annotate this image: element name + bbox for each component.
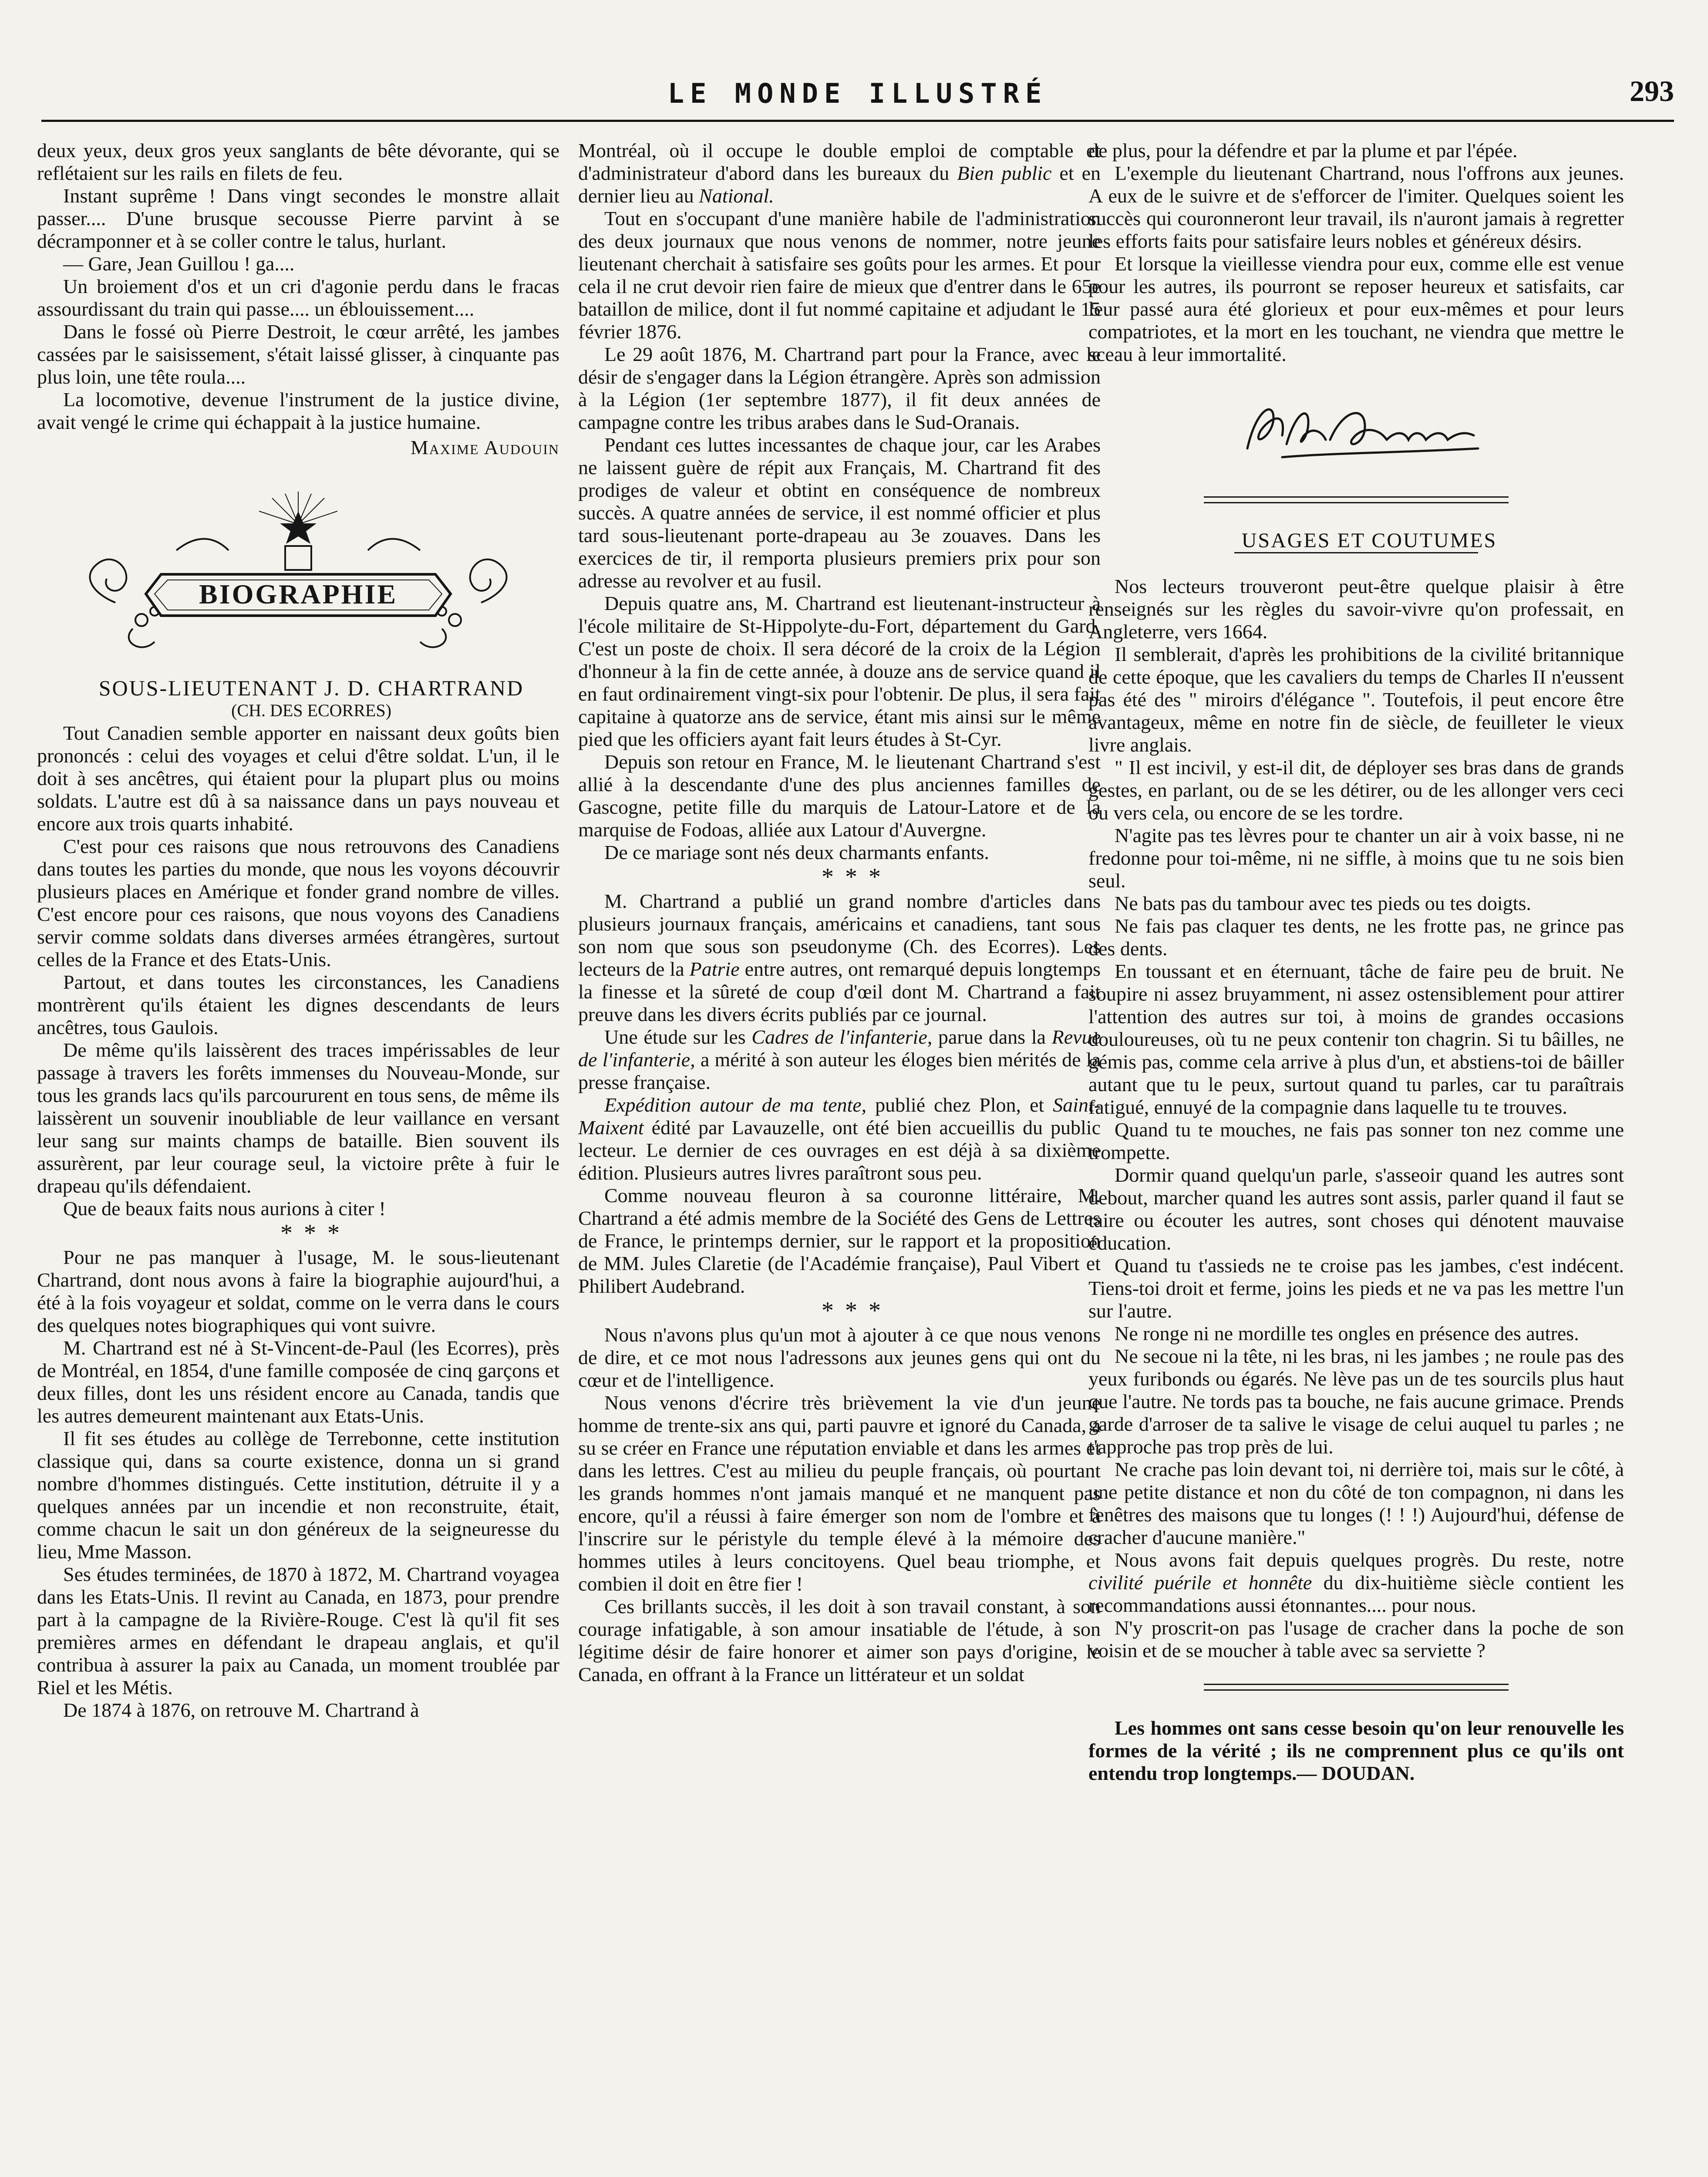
work-title: civilité puérile et honnête bbox=[1088, 1571, 1312, 1594]
bio-paragraph: Il fit ses études au collège de Terrebonne, cette institution classique qui, dans sa courte existence, donna un si grand nombre d'hommes distingués. Cette institution, détruite il y a quelques années par un incendie et non reconstruite, était, comme chacun le sait un don généreux de la seigneuresse du lieu, Mme Masson. bbox=[37, 1427, 559, 1563]
usage-paragraph: Quand tu t'assieds ne te croise pas les jambes, c'est indécent. Tiens-toi droit et ferme, joins les pieds et ne va pas les mettre l'un sur l'autre. bbox=[1088, 1254, 1624, 1322]
story-paragraph: Instant suprême ! Dans vingt secondes le monstre allait passer.... D'une brusque secousse Pierre parvint à se décramponner et à se coller contre le talus, hurlant. bbox=[37, 185, 559, 252]
usage-paragraph: Ne ronge ni ne mordille tes ongles en présence des autres. bbox=[1115, 1322, 1579, 1345]
bio-paragraph: Tout Canadien semble apporter en naissant deux goûts bien prononcés : celui des voyages et celui d'être soldat. L'un, il le doit à ses ancêtres, qui étaient pour la plupart plus ou moins soldats. L'autre est dû à sa naissance dans un pays nouveau et encore aux trois quarts inhabité. bbox=[37, 722, 559, 835]
story-paragraph: Dans le fossé où Pierre Destroit, le cœur arrêté, les jambes cassées par le saisissement, s'était laissé glisser, à cinquante pas plus loin, une tête roula.... bbox=[37, 320, 559, 388]
bio-paragraph: Depuis son retour en France, M. le lieutenant Chartrand s'est allié à la descendante d'une des plus anciennes familles de Gascogne, petite fille du marquis de Latour-Latore et de la marquise de Fodoas, alliée aux Latour d'Auvergne. bbox=[578, 751, 1101, 841]
usage-paragraph: Quand tu te mouches, ne fais pas sonner ton nez comme une trompette. bbox=[1088, 1119, 1624, 1163]
bio-paragraph: De même qu'ils laissèrent des traces impérissables de leur passage à travers les forêts immenses du Nouveau-Monde, sur tous les grands lacs qu'ils parcoururent en tous sens, de même ils laissèrent un souvenir inoubliable de leur vaillance en versant leur sang sur maints champs de bataille. Bien souvent ils assurèrent, par leur courage seul, la victoire prête à fuir le drapeau qu'ils défendaient. bbox=[37, 1039, 559, 1197]
section-title: USAGES ET COUTUMES bbox=[1241, 529, 1497, 552]
handwritten-signature bbox=[1221, 383, 1491, 470]
usage-paragraph: Nos lecteurs trouveront peut-être quelque plaisir à être renseignés sur les règles du savoir-vivre qu'on professait, en Angleterre, vers 1664. bbox=[1088, 575, 1624, 643]
work-title: Revue de l'infanterie, bbox=[578, 1026, 1101, 1071]
bio-paragraph bbox=[578, 139, 1101, 207]
text-run: a mérité à son auteur les éloges bien mérités de la presse française. bbox=[578, 1048, 1101, 1093]
usage-paragraph: Ne bats pas du tambour avec tes pieds ou tes doigts. bbox=[1115, 892, 1531, 914]
text-run: parue dans la bbox=[932, 1026, 1052, 1048]
text-run: édité par Lavauzelle, ont été bien accueillis du public lecteur. Le dernier de ces ouvrages en est déjà à sa dixième édition. Plusieurs autres livres paraîtront sous peu. bbox=[578, 1116, 1101, 1184]
work-title: Saint-Maixent bbox=[578, 1094, 1101, 1139]
newspaper-title: Bien public bbox=[957, 162, 1052, 184]
usage-paragraph: Dormir quand quelqu'un parle, s'asseoir quand les autres sont debout, marcher quand les autres sont assis, parler quand il faut se taire ou écouter les autres, sont choses qui dénotent mauvaise éducation. bbox=[1088, 1164, 1624, 1254]
text-run: Nous avons fait depuis quelques progrès. Du reste, notre bbox=[1115, 1549, 1624, 1571]
bio-paragraph: M. Chartrand est né à St-Vincent-de-Paul (les Ecorres), près de Montréal, en 1854, d'une famille composée de cinq garçons et deux filles, dont les uns résident encore au Canada, tandis que les autres demeurent maintenant aux Etats-Unis. bbox=[37, 1337, 559, 1427]
usage-paragraph: N'y proscrit-on pas l'usage de cracher dans la poche de son voisin et de se moucher à table avec sa serviette ? bbox=[1088, 1617, 1624, 1661]
story-paragraph: deux yeux, deux gros yeux sanglants de bête dévorante, qui se reflétaient sur les rails en filets de feu. bbox=[37, 139, 559, 184]
text-run: Une étude sur les bbox=[604, 1026, 752, 1048]
usage-paragraph: En toussant et en éternuant, tâche de faire peu de bruit. Ne soupire ni assez bruyamment, ni assez ostensiblement pour attirer l'attention des autres sur toi, à moins de grandes occasions douloureuses, où tu ne peux contenir ton chagrin. Si tu bâilles, ne gémis pas, comme cela arrive à plus d'un, et abstiens-toi de bâiller autant que tu le peux, surtout quand tu parles, car tu paraîtrais fatigué, ennuyé de la compagnie dans laquelle tu te trouves. bbox=[1088, 960, 1624, 1118]
header-rule bbox=[41, 120, 1674, 122]
text-run: du dix-huitième siècle contient les recommandations aussi étonnantes.... pour nous. bbox=[1088, 1571, 1624, 1616]
bio-paragraph: Que de beaux faits nous aurions à citer ! bbox=[63, 1197, 386, 1220]
text-run: entre autres, ont remarqué depuis longtemps la finesse et la sûreté de coup d'œil dont M. Chartrand a fait preuve dans les divers écrits publiés par ce journal. bbox=[578, 958, 1101, 1025]
usage-paragraph: N'agite pas tes lèvres pour te chanter un air à voix basse, ni ne fredonne pour toi-même, ni ne siffle, à moins que tu ne sois bien seul. bbox=[1088, 824, 1624, 892]
usage-paragraph: Ne crache pas loin devant toi, ni derrière toi, mais sur le côté, à une petite distance et non du côté de ton compagnon, ni dans les fenêtres des maisons que tu longes (! ! !) Aujourd'hui, défense de cracher d'aucune manière." bbox=[1088, 1458, 1624, 1548]
bio-paragraph bbox=[578, 1026, 1101, 1094]
bio-paragraph: C'est pour ces raisons que nous retrouvons des Canadiens dans toutes les parties du monde, que nous les voyons découvrir plusieurs places en Amérique et fonder grand nombre de villes. C'est encore pour ces raisons, que nous voyons des Canadiens servir comme soldats dans diverses armées étrangères, surtout celles de la France et des Etats-Unis. bbox=[37, 835, 559, 971]
page-number: 293 bbox=[1630, 74, 1674, 108]
newspaper-title: Patrie bbox=[689, 958, 740, 980]
page-header bbox=[41, 70, 1674, 122]
work-title: Cadres de l'infanterie, bbox=[751, 1026, 933, 1048]
usage-paragraph: Ne secoue ni la tête, ni les bras, ni les jambes ; ne roule pas des yeux furibonds ou égarés. Ne lève pas un de tes sourcils plus haut que l'autre. Ne tords pas ta bouche, ne fais aucune grimace. Prends garde d'arroser de ta salive le visage de celui auquel tu parles ; ne t'approche pas trop près de lui. bbox=[1088, 1345, 1624, 1458]
masthead: LE MONDE ILLUSTRÉ bbox=[667, 78, 1048, 109]
story-paragraph: La locomotive, devenue l'instrument de la justice divine, avait vengé le crime qui échappait à la justice humaine. bbox=[37, 388, 559, 433]
bio-paragraph bbox=[578, 1094, 1101, 1184]
bio-paragraph: L'exemple du lieutenant Chartrand, nous l'offrons aux jeunes. A eux de le suivre et de s'efforcer de l'imiter. Quelques soient les succès qui couronneront leur travail, ils n'auront jamais à regretter les efforts faits pour satisfaire leurs nobles et généreux désirs. bbox=[1088, 162, 1624, 252]
bio-paragraph: Ces brillants succès, il les doit à son travail constant, à son courage infatigable, à son amour insatiable de l'étude, à son légitime désir de faire honorer et aimer son pays d'origine, le Canada, en offrant à la France un littérateur et un soldat bbox=[578, 1595, 1101, 1685]
bio-paragraph bbox=[578, 890, 1101, 1026]
bio-paragraph: De ce mariage sont nés deux charmants enfants. bbox=[604, 841, 989, 863]
quote-author: DOUDAN. bbox=[1321, 1762, 1415, 1784]
biographie-banner bbox=[67, 489, 529, 664]
usage-paragraph: Il semblerait, d'après les prohibitions de la civilité britannique de cette époque, que les cavaliers du temps de Charles II n'eussent pas été des " miroirs d'élégance ". Toutefois, il peut encore être avantageux, même en notre fin de siècle, de feuilleter le vieux livre anglais. bbox=[1088, 643, 1624, 756]
bio-paragraph: Depuis quatre ans, M. Chartrand est lieutenant-instructeur à l'école militaire de St-Hippolyte-du-Fort, département du Gard. C'est un poste de choix. Il sera décoré de la croix de la Légion d'honneur à la fin de cette année, à douze ans de service quand il en faut ordinairement vingt-six pour l'obtenir. De plus, il sera fait capitaine à quatorze ans de service, étant mis ainsi sur le même pied que les officiers ayant fait leurs études à St-Cyr. bbox=[578, 592, 1101, 750]
column-2 bbox=[578, 139, 1101, 1686]
quote-text: Les hommes ont sans cesse besoin qu'on leur renouvelle les formes de la vérité ; ils ne comprennent plus ce qu'ils ont entendu trop longtemps.— bbox=[1088, 1717, 1624, 1784]
bio-paragraph: Le 29 août 1876, M. Chartrand part pour la France, avec le désir de s'engager dans la Légion étrangère. Après son admission à la Légion (1er septembre 1877), il fit deux années de campagne contre les tribus arabes dans le Sud-Oranais. bbox=[578, 343, 1101, 433]
text-run: Montréal, où il occupe le double emploi de comptable et d'administrateur d'abord dans les bureaux du bbox=[578, 139, 1101, 184]
bio-paragraph: Ses études terminées, de 1870 à 1872, M. Chartrand voyagea dans les Etats-Unis. Il revint au Canada, en 1873, pour prendre part à la campagne de la Rivière-Rouge. C'est là qu'il fit ses premières armes en défendant le drapeau anglais, et qu'il contribua à assurer la paix au Canada, un moment troublée par Riel et les Métis. bbox=[37, 1563, 559, 1698]
story-paragraph: Un broiement d'os et un cri d'agonie perdu dans le fracas assourdissant du train qui passe.... un éblouissement.... bbox=[37, 275, 559, 320]
work-title: Expédition autour de ma tente, bbox=[604, 1094, 867, 1116]
usage-paragraph: " Il est incivil, y est-il dit, de déployer ses bras dans de grands gestes, en parlant, ou de se les détirer, ou de les allonger vers ceci ou vers cela, ou encore de se les tordre. bbox=[1088, 756, 1624, 824]
bio-paragraph: Comme nouveau fleuron à sa couronne littéraire, M. Chartrand a été admis membre de la Société des Gens de Lettres de France, le printemps dernier, sur le rapport et la proposition de MM. Jules Claretie (de l'Académie française), Paul Vibert et Philibert Audebrand. bbox=[578, 1184, 1101, 1297]
closing-quote bbox=[1088, 1717, 1624, 1785]
asterism-divider: * * * bbox=[822, 863, 883, 890]
asterism-divider: * * * bbox=[280, 1220, 342, 1247]
bio-paragraph: Partout, et dans toutes les circonstances, les Canadiens montrèrent qu'ils étaient les dignes descendants de leurs ancêtres, tous Gaulois. bbox=[37, 971, 559, 1038]
asterism-divider: * * * bbox=[822, 1297, 883, 1324]
bio-paragraph: Pour ne pas manquer à l'usage, M. le sous-lieutenant Chartrand, dont nous avons à faire la biographie aujourd'hui, a été à la fois voyageur et soldat, comme on le verra dans le cours des quelques notes biographiques qui vont suivre. bbox=[37, 1246, 559, 1336]
biography-title: SOUS-LIEUTENANT J. D. CHARTRAND bbox=[98, 676, 524, 700]
column-3 bbox=[1088, 139, 1624, 1785]
bio-paragraph: Et lorsque la vieillesse viendra pour eux, comme elle est venue pour les autres, ils pourront se reposer heureux et satisfaits, car leur passé aura été glorieux et pour eux-mêmes et pour leurs compatriotes, et la mort en les touchant, ne viendra que mettre le sceau à leur immortalité. bbox=[1088, 253, 1624, 365]
newspaper-title: National. bbox=[699, 185, 774, 207]
text-run: et en dernier lieu au bbox=[578, 162, 1101, 207]
bio-paragraph: De 1874 à 1876, on retrouve M. Chartrand à bbox=[63, 1699, 419, 1721]
banner-label: BIOGRAPHIE bbox=[199, 579, 398, 610]
biography-subtitle: (CH. DES ECORRES) bbox=[231, 701, 391, 720]
text-run: M. Chartrand a publié un grand nombre d'articles dans plusieurs journaux français, américains et canadiens, tant sous son nom que sous son pseudonyme (Ch. des Ecorres). Les lecteurs de la bbox=[578, 890, 1101, 980]
author-signature: Maxime Audouin bbox=[410, 436, 559, 458]
usage-paragraph: Ne fais pas claquer tes dents, ne les frotte pas, ne grince pas des dents. bbox=[1088, 915, 1624, 960]
bio-paragraph: Pendant ces luttes incessantes de chaque jour, car les Arabes ne laissent guère de répit aux Français, M. Chartrand fit des prodiges de valeur et obtint en conséquence de nombreux succès. A quatre années de service, il est nommé officier et plus tard sous-lieutenant porte-drapeau au 3e zouaves. Dans les exercices de tir, il remporta plusieurs premiers prix pour son adresse au revolver et au fusil. bbox=[578, 434, 1101, 592]
bio-paragraph: de plus, pour la défendre et par la plume et par l'épée. bbox=[1088, 139, 1518, 162]
title-underline bbox=[1234, 552, 1478, 553]
bio-paragraph: Tout en s'occupant d'une manière habile de l'administration des deux journaux que nous venons de nommer, notre jeune lieutenant cherchait à satisfaire ses goûts pour les armes. Et pour cela il ne crut devoir rien faire de mieux que d'entrer dans le 65e bataillon de milice, dont il fut nommé capitaine et adjudant le 15 février 1876. bbox=[578, 207, 1101, 343]
bio-paragraph: Nous venons d'écrire très brièvement la vie d'un jeune homme de trente-six ans qui, parti pauvre et ignoré du Canada, a su se créer en France une réputation enviable et dans les armes et dans les lettres. C'est au milieu du peuple français, où pourtant les grands hommes n'ont jamais manqué et ne manquent pas encore, qu'il a réussi à faire émerger son nom de l'ombre et à l'inscrire sur le péristyle du temple élevé à la mémoire des hommes utiles à leurs concitoyens. Quel beau triomphe, et combien il doit en être fier ! bbox=[578, 1392, 1101, 1595]
usage-paragraph bbox=[1088, 1549, 1624, 1617]
column-1 bbox=[37, 139, 559, 1722]
story-paragraph: — Gare, Jean Guillou ! ga.... bbox=[63, 253, 295, 275]
text-run: publié chez Plon, et bbox=[866, 1094, 1053, 1116]
section-divider bbox=[1204, 1684, 1509, 1691]
section-divider bbox=[1204, 496, 1509, 503]
bio-paragraph: Nous n'avons plus qu'un mot à ajouter à ce que nous venons de dire, et ce mot nous l'adressons aux jeunes gens qui ont du cœur et de l'intelligence. bbox=[578, 1324, 1101, 1391]
